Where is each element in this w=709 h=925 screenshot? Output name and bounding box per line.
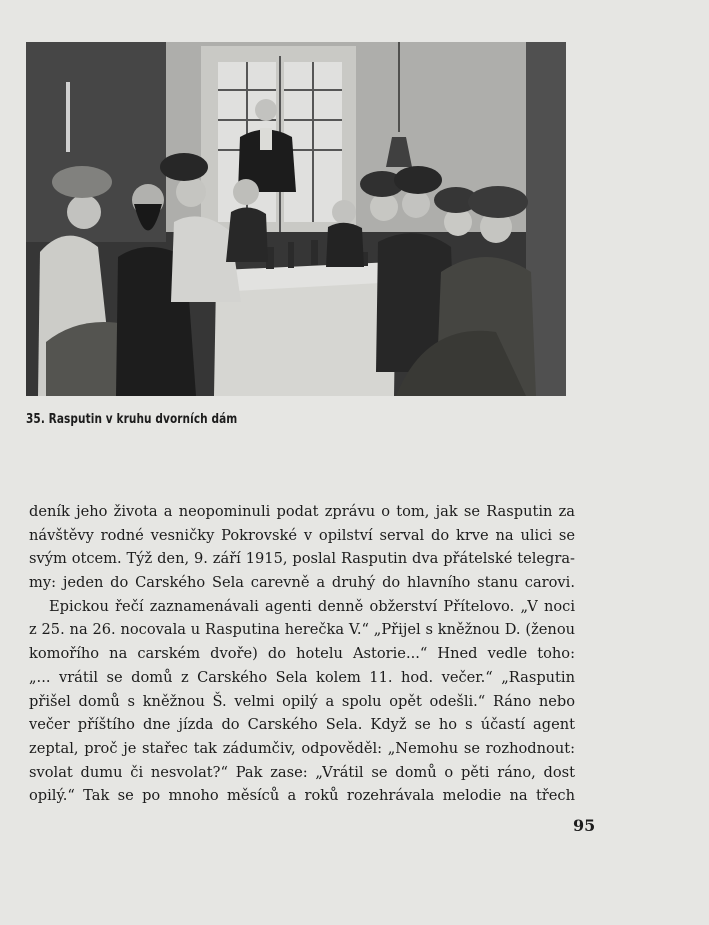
text-line: svým otcem. Týž den, 9. září 1915, poslal Rasputin dva přátelské telegra- (29, 550, 575, 568)
text-line: svolat dumu či nesvolat?“ Pak zase: „Vrátil se domů o pěti ráno, dost (29, 763, 575, 781)
text-line: opilý.“ Tak se po mnoho měsíců a roků rozehrávala melodie na třech (29, 787, 575, 805)
body-text (29, 500, 575, 808)
text-line: návštěvy rodné vesničky Pokrovské v opilství serval do krve na ulici se (29, 526, 575, 544)
text-line: z 25. na 26. nocovala u Rasputina herečka V.“ „Přijel s kněžnou D. (ženou (29, 621, 575, 639)
text-line: přišel domů s kněžnou Š. velmi opilý a spolu opět odešli.“ Ráno nebo (29, 692, 575, 710)
page-number: 95 (573, 816, 596, 835)
historical-photograph (26, 42, 566, 396)
text-line: večer příštího dne jízda do Carského Sela. Když se ho s účastí agent (29, 716, 575, 734)
paragraph-start-line: Epickou řečí zaznamenávali agenti denně obžerství Přítelovo. „V noci (49, 597, 575, 615)
text-line: my: jeden do Carského Sela carevně a druhý do hlavního stanu carovi. (29, 574, 575, 592)
text-line: „... vrátil se domů z Carského Sela kolem 11. hod. večer.“ „Rasputin (29, 668, 575, 686)
text-line: zeptal, proč je stařec tak zádumčiv, odpověděl: „Nemohu se rozhodnout: (29, 739, 575, 757)
text-line: deník jeho života a neopominuli podat zprávu o tom, jak se Rasputin za (29, 503, 575, 520)
text-line: komořího na carském dvoře) do hotelu Astorie...“ Hned vedle toho: (29, 645, 575, 663)
figure-caption: 35. Rasputin v kruhu dvorních dám (26, 412, 238, 427)
